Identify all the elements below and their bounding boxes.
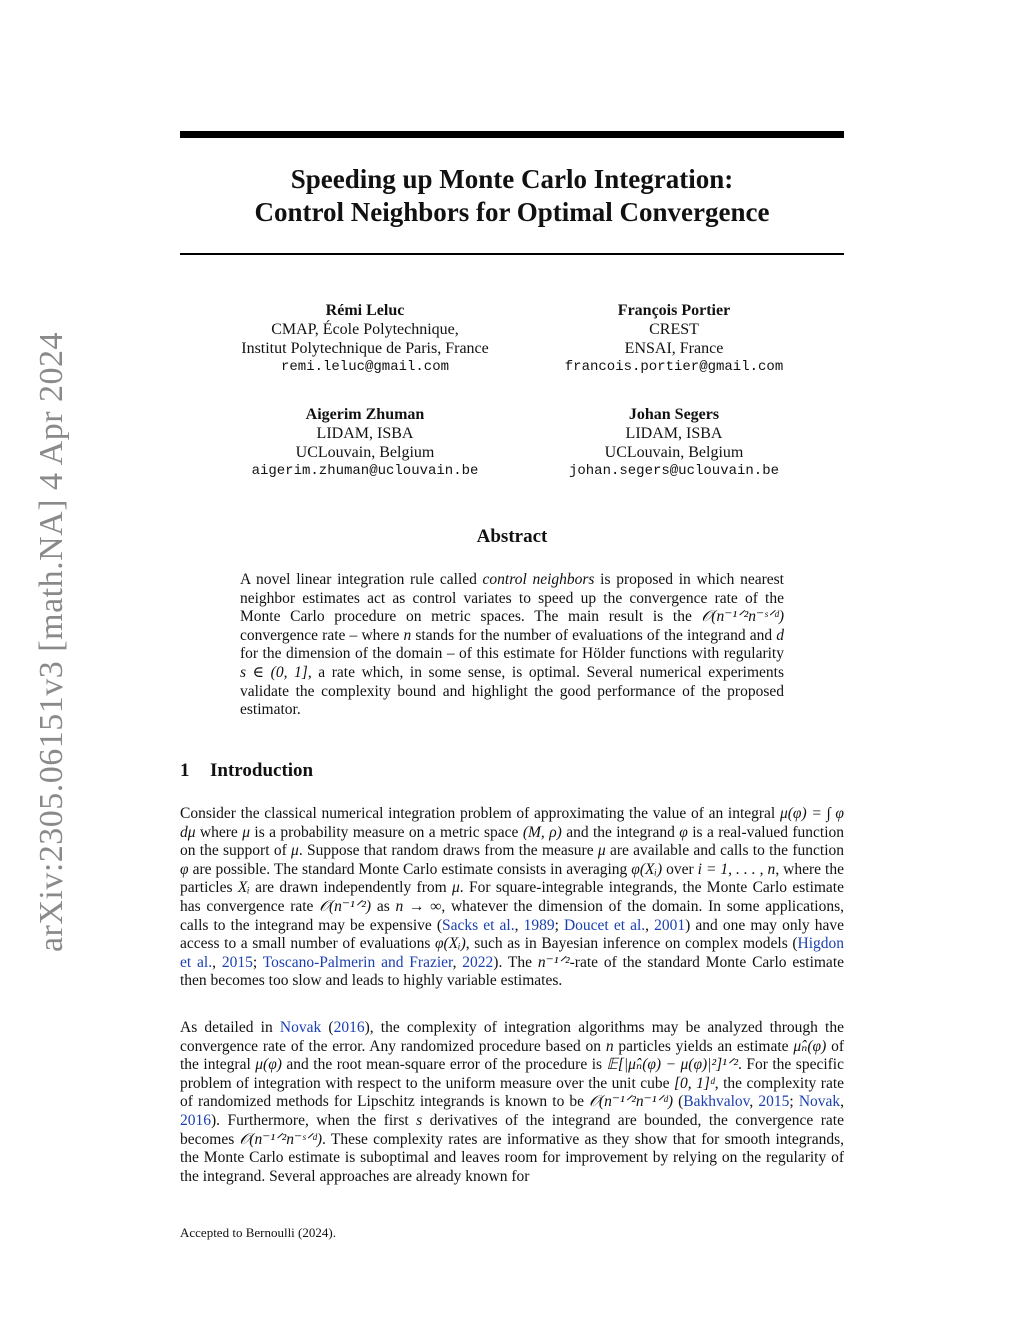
author-block-segers bbox=[524, 405, 824, 481]
author-email[interactable]: remi.leluc@gmail.com bbox=[280, 359, 450, 375]
citation-link[interactable]: 2015 bbox=[758, 1093, 790, 1111]
citation-link[interactable]: Doucet et al. bbox=[563, 916, 646, 934]
citation-link[interactable]: Higdon et al. bbox=[180, 935, 844, 971]
citation-link[interactable]: Sacks et al. bbox=[442, 916, 515, 934]
citation-link[interactable]: Toscano-Palmerin and Frazier bbox=[262, 953, 453, 971]
citation-link[interactable]: Novak bbox=[798, 1093, 841, 1111]
abstract-heading: Abstract bbox=[476, 526, 548, 547]
author-name: Aigerim Zhuman bbox=[305, 406, 425, 423]
math-inline: 𝒪(n⁻¹ᐟ²n⁻ˢᐟᵈ) bbox=[701, 608, 784, 626]
section-title: Introduction bbox=[210, 760, 314, 781]
section-number: 1 bbox=[180, 760, 190, 781]
paper-title bbox=[180, 163, 844, 229]
author-name: Rémi Leluc bbox=[325, 302, 405, 319]
author-email[interactable]: francois.portier@gmail.com bbox=[564, 359, 784, 375]
intro-paragraph-1: Consider the classical numerical integration problem of approximating the value of an integral μ(φ) = ∫ φ dμ where μ is a probability measure on a metric space (M, ρ) and the integrand φ is a real-valued function on the support of μ. Suppose that random draws from the measure μ are available and calls to the function φ are possible. The standard Monte Carlo estimate consists in averaging φ(Xᵢ) over i = 1, . . . , n, where the particles Xᵢ are drawn independently from μ. For square-integrable integrands, the Monte Carlo estimate has convergence rate 𝒪(n⁻¹ᐟ²) as n → ∞, whatever the dimension of the domain. In some applications, calls to the integrand may be expensive (Sacks et al., 1989; Doucet et al., 2001) and one may only have access to a small number of evaluations φ(Xᵢ), such as in Bayesian inference on complex models (Higdon et al., 2015; Toscano-Palmerin and Frazier, 2022). The n⁻¹ᐟ²-rate of the standard Monte Carlo estimate then becomes too slow and leads to highly variable estimates. bbox=[180, 805, 845, 990]
citation-link[interactable]: 2015 bbox=[221, 953, 253, 971]
title-line-1: Speeding up Monte Carlo Integration: bbox=[290, 164, 734, 194]
acceptance-footnote: Accepted to Bernoulli (2024). bbox=[180, 1225, 336, 1240]
intro-paragraph-2: As detailed in Novak (2016), the complexity of integration algorithms may be analyzed through the convergence rate of the error. Any randomized procedure based on n particles yields an estimate μ̂ₙ(φ) of the integral μ(φ) and the root mean-square error of the procedure is 𝔼[|μ̂ₙ(φ) − μ(φ)|²]¹ᐟ². For the specific problem of integration with respect to the uniform measure over the unit cube [0, 1]ᵈ, the complexity rate of randomized methods for Lipschitz integrands is known to be 𝒪(n⁻¹ᐟ²n⁻¹ᐟᵈ) (Bakhvalov, 2015; Novak, 2016). Furthermore, when the first s derivatives of the integrand are bounded, the convergence rate becomes 𝒪(n⁻¹ᐟ²n⁻ˢᐟᵈ). These complexity rates are informative as they show that for smooth integrands, the Monte Carlo estimate is suboptimal and leaves room for improvement by relying on the regularity of the integrand. Several approaches are already known for bbox=[180, 1019, 845, 1185]
title-bottom-rule bbox=[180, 253, 844, 255]
author-block-zhuman bbox=[215, 405, 515, 481]
citation-link[interactable]: 2016 bbox=[333, 1019, 365, 1036]
abstract-emphasis: control neighbors bbox=[482, 571, 595, 588]
author-affiliation: CREST bbox=[649, 321, 699, 338]
citation-link[interactable]: 2016 bbox=[180, 1111, 211, 1129]
math-inline: d bbox=[776, 626, 785, 644]
citation-link[interactable]: Bakhvalov bbox=[683, 1093, 750, 1111]
author-email[interactable]: johan.segers@uclouvain.be bbox=[568, 463, 780, 479]
citation-link[interactable]: 2022 bbox=[462, 953, 494, 971]
section-heading-introduction bbox=[180, 760, 313, 782]
author-affiliation: LIDAM, ISBA bbox=[625, 425, 723, 442]
title-top-rule bbox=[180, 131, 844, 138]
author-affiliation: UCLouvain, Belgium bbox=[295, 444, 435, 461]
title-line-2: Control Neighbors for Optimal Convergence bbox=[254, 197, 770, 227]
author-email[interactable]: aigerim.zhuman@uclouvain.be bbox=[251, 463, 479, 479]
author-block-portier bbox=[524, 301, 824, 377]
author-block-leluc bbox=[215, 301, 515, 377]
math-inline: s ∈ (0, 1] bbox=[240, 663, 308, 681]
math-inline: n bbox=[403, 626, 412, 644]
abstract-text: A novel linear integration rule called control neighbors is proposed in which nearest neighbor estimates act as control variates to speed up the convergence rate of the Monte Carlo procedure on metric spaces. The main result is the 𝒪(n⁻¹ᐟ²n⁻ˢᐟᵈ) convergence rate – where n stands for the number of evaluations of the integrand and d for the dimension of the domain – of this estimate for Hölder functions with regularity s ∈ (0, 1], a rate which, in some sense, is optimal. Several numerical experiments validate the complexity bound and highlight the good performance of the proposed estimator. bbox=[240, 571, 785, 719]
author-affiliation: CMAP, École Polytechnique, bbox=[271, 321, 459, 338]
citation-link[interactable]: 2001 bbox=[654, 916, 686, 934]
author-name: François Portier bbox=[617, 302, 731, 319]
author-affiliation: ENSAI, France bbox=[624, 340, 724, 357]
citation-link[interactable]: Novak bbox=[279, 1019, 322, 1036]
author-affiliation: UCLouvain, Belgium bbox=[604, 444, 744, 461]
author-affiliation: LIDAM, ISBA bbox=[316, 425, 414, 442]
arxiv-identifier-stamp: arXiv:2305.06151v3 [math.NA] 4 Apr 2024 bbox=[33, 331, 70, 953]
author-affiliation: Institut Polytechnique de Paris, France bbox=[241, 340, 489, 357]
citation-link[interactable]: 1989 bbox=[523, 916, 555, 934]
author-name: Johan Segers bbox=[628, 406, 720, 423]
